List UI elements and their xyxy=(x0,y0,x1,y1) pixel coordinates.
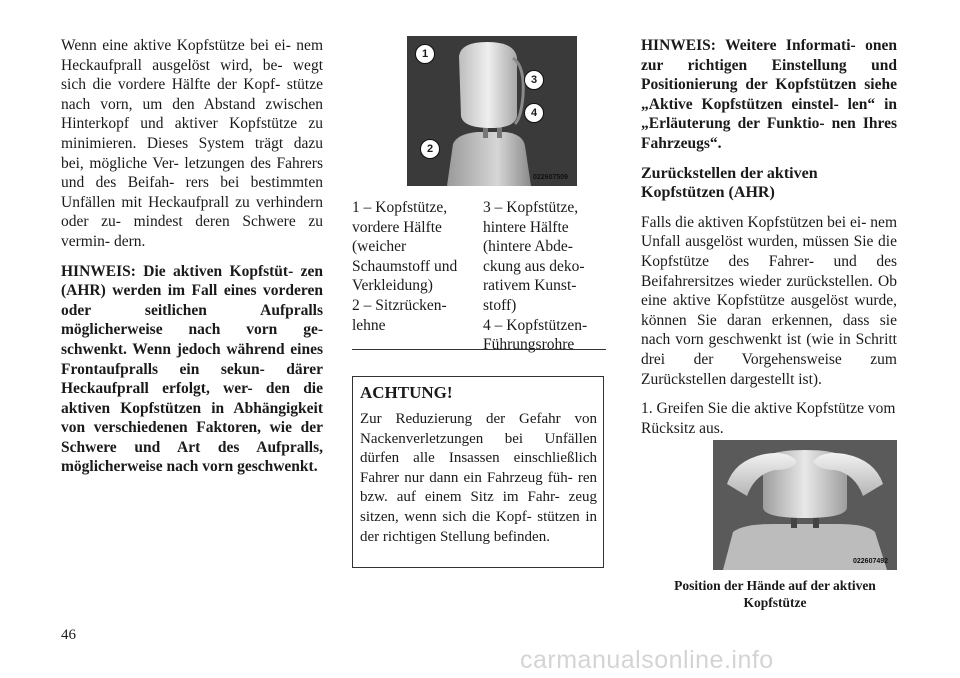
warning-title: ACHTUNG! xyxy=(360,383,453,402)
callout-3: 3 xyxy=(524,70,544,90)
figure-1-code: 022607509 xyxy=(533,174,569,181)
legend-left xyxy=(352,198,467,335)
info-note: HINWEIS: Weitere Informati- onen zur richtigen Einstellung und Positionierung der Kopfstützen siehe „Aktive Kopfstützen einstel- len“ in „Erläuterung der Funktio- nen Ihres Fahrzeugs“. xyxy=(641,37,897,152)
warning-body: Zur Reduzierung der Gefahr von Nackenverletzungen bei Unfällen dürfen alle Insassen einschließlich Fahrer nur dann ein Fahrzeug füh- ren bzw. auf einem Sitz im Fahr- zeug sitzen, wenn sich die Kopf- stützen in der richtigen Stellung befinden. xyxy=(360,411,597,545)
reset-paragraph: Falls die aktiven Kopfstützen bei ei- nem Unfall ausgelöst wurden, müssen Sie die Kopfstütze des Fahrer- und des Beifahrersitzes wieder zurückstellen. Ob eine aktive Kopfstütze ausgelöst wurde, können Sie daran erkennen, dass sie nach vorn geschwenkt ist (wie in Schritt drei der Vorgehensweise zum Zurückstellen dargestellt ist). xyxy=(641,213,897,388)
figure-2-caption: Position der Hände auf der aktiven Kopfstütze xyxy=(674,578,876,610)
watermark: carmanualsonline.info xyxy=(520,646,774,674)
headrest-diagram-image xyxy=(407,36,577,186)
hands-on-headrest-image xyxy=(713,440,897,570)
intro-paragraph: Wenn eine aktive Kopfstütze bei ei- nem Heckaufprall ausgelöst wird, be- wegt sich die vordere Hälfte der Kopf- stütze nach vorn, um den Abstand zwischen Hinterkopf und aktiver Kopfstütze zu minimieren. Dieses System trägt dazu bei, mögliche Ver- letzungen des Fahrers und des Beifah- rers bei bestimmten Unfällen mit Heckaufprall zu verhindern oder zu- mindest deren Schwere zu vermin- dern. xyxy=(61,37,323,250)
right-column xyxy=(641,36,897,448)
left-column xyxy=(61,36,323,487)
warning-box xyxy=(352,376,604,568)
figure-2-code: 022607492 xyxy=(853,558,889,565)
legend-item-2: 2 – Sitzrücken- lehne xyxy=(352,296,447,334)
callout-1: 1 xyxy=(415,44,435,64)
note-paragraph: HINWEIS: Die aktiven Kopfstüt- zen (AHR) werden im Fall eines vorderen oder seitlichen Aufpralls möglicherweise nach vorn ge- schwenkt. Wenn jedoch während eines Frontaufpralls ein sekun- därer Heckaufprall erfolgt, wer- den die aktiven Kopfstützen in Abhängigkeit von verschiedenen Faktoren, wie der Schwere und Art des Aufpralls, möglicherweise nach vorn geschwenkt. xyxy=(61,262,323,476)
legend-item-1: 1 – Kopfstütze, vordere Hälfte (weicher Schaumstoff und Verkleidung) xyxy=(352,199,458,295)
page-number: 46 xyxy=(61,627,76,643)
legend-item-3: 3 – Kopfstütze, hintere Hälfte (hintere Abde- ckung aus deko- rativem Kunst- stoff) xyxy=(483,199,585,314)
step-1: 1. Greifen Sie die aktive Kopfstütze vom Rücksitz aus. xyxy=(641,400,896,437)
legend-divider xyxy=(352,349,606,350)
section-heading: Zurückstellen der aktiven Kopfstützen (AHR) xyxy=(641,164,818,202)
callout-4: 4 xyxy=(524,103,544,123)
legend-right xyxy=(483,198,605,355)
callout-2: 2 xyxy=(420,139,440,159)
legend-item-4: 4 – Kopfstützen- Führungsrohre xyxy=(483,316,588,354)
hands-on-headrest-drawing xyxy=(713,440,897,570)
